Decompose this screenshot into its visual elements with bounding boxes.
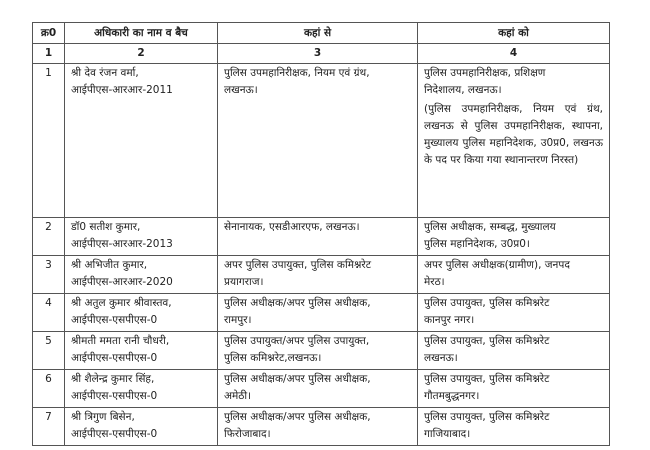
table-row	[33, 218, 610, 256]
column-number: 4	[418, 44, 610, 64]
from-location: लखनऊ।	[224, 84, 258, 96]
header-row	[33, 23, 610, 44]
column-number: 2	[65, 44, 218, 64]
to-location: मेरठ।	[424, 276, 445, 288]
column-number: 1	[33, 44, 65, 64]
officer-cell	[65, 332, 218, 370]
column-number-row	[33, 44, 610, 64]
from-cell	[218, 408, 418, 446]
officer-batch: आईपीएस-आरआर-2011	[71, 84, 173, 96]
from-post: पुलिस उपमहानिरीक्षक, नियम एवं ग्रंथ,	[224, 67, 370, 79]
officer-cell	[65, 218, 218, 256]
to-post: पुलिस उपायुक्त, पुलिस कमिश्नरेट	[424, 411, 550, 423]
officer-cell	[65, 370, 218, 408]
table-row	[33, 332, 610, 370]
header-to: कहां को	[418, 23, 610, 44]
from-location: रामपुर।	[224, 314, 252, 326]
to-post: पुलिस उपायुक्त, पुलिस कमिश्नरेट	[424, 373, 550, 385]
serial-number: 7	[33, 408, 65, 446]
header-from: कहां से	[218, 23, 418, 44]
to-cell	[418, 64, 610, 218]
to-cell	[418, 218, 610, 256]
to-location: निदेशालय, लखनऊ।	[424, 84, 502, 96]
to-post: पुलिस अधीक्षक, सम्बद्ध, मुख्यालय	[424, 221, 556, 233]
header-serial: क्र0	[33, 23, 65, 44]
to-cell	[418, 256, 610, 294]
to-cell	[418, 294, 610, 332]
column-number: 3	[218, 44, 418, 64]
from-location: पुलिस कमिश्नरेट,लखनऊ।	[224, 352, 322, 364]
from-cell	[218, 218, 418, 256]
from-post: अपर पुलिस उपायुक्त, पुलिस कमिश्नरेट	[224, 259, 371, 271]
header-officer-name-batch: अधिकारी का नाम व बैच	[65, 23, 218, 44]
serial-number: 2	[33, 218, 65, 256]
to-cell	[418, 370, 610, 408]
transfer-table	[32, 22, 610, 446]
serial-number: 4	[33, 294, 65, 332]
from-location: प्रयागराज।	[224, 276, 264, 288]
officer-name: डॉ0 सतीश कुमार,	[71, 221, 141, 233]
from-post: सेनानायक, एसडीआरएफ, लखनऊ।	[224, 221, 360, 233]
serial-number: 3	[33, 256, 65, 294]
to-post: पुलिस उपमहानिरीक्षक, प्रशिक्षण	[424, 67, 546, 79]
from-post: पुलिस उपायुक्त/अपर पुलिस उपायुक्त,	[224, 335, 370, 347]
to-location: पुलिस महानिदेशक, उ0प्र0।	[424, 238, 530, 250]
officer-cell	[65, 256, 218, 294]
from-post: पुलिस अधीक्षक/अपर पुलिस अधीक्षक,	[224, 411, 371, 423]
to-cell	[418, 408, 610, 446]
officer-name: श्रीमती ममता रानी चौधरी,	[71, 335, 170, 347]
to-location: गौतमबुद्धनगर।	[424, 390, 480, 402]
serial-number: 5	[33, 332, 65, 370]
officer-batch: आईपीएस-आरआर-2020	[71, 276, 173, 288]
to-location: कानपुर नगर।	[424, 314, 475, 326]
to-cell	[418, 332, 610, 370]
serial-number: 1	[33, 64, 65, 218]
table-row	[33, 408, 610, 446]
from-cell	[218, 64, 418, 218]
table-row	[33, 64, 610, 218]
from-cell	[218, 256, 418, 294]
officer-cell	[65, 294, 218, 332]
from-location: अमेठी।	[224, 390, 252, 402]
officer-batch: आईपीएस-एसपीएस-0	[71, 428, 158, 440]
officer-name: श्री अभिजीत कुमार,	[71, 259, 148, 271]
officer-batch: आईपीएस-एसपीएस-0	[71, 314, 158, 326]
from-cell	[218, 370, 418, 408]
officer-name: श्री अतुल कुमार श्रीवास्तव,	[71, 297, 172, 309]
table-row	[33, 370, 610, 408]
officer-name: श्री त्रिगुण बिसेन,	[71, 411, 135, 423]
from-post: पुलिस अधीक्षक/अपर पुलिस अधीक्षक,	[224, 297, 371, 309]
to-location: गाजियाबाद।	[424, 428, 471, 440]
from-cell	[218, 294, 418, 332]
officer-batch: आईपीएस-एसपीएस-0	[71, 352, 158, 364]
table-row	[33, 256, 610, 294]
from-location: फिरोजाबाद।	[224, 428, 271, 440]
officer-batch: आईपीएस-आरआर-2013	[71, 238, 173, 250]
officer-cell	[65, 64, 218, 218]
to-post: पुलिस उपायुक्त, पुलिस कमिश्नरेट	[424, 335, 550, 347]
table-row	[33, 294, 610, 332]
officer-name: श्री देव रंजन वर्मा,	[71, 67, 139, 79]
officer-name: श्री शैलेन्द्र कुमार सिंह,	[71, 373, 155, 385]
officer-cell	[65, 408, 218, 446]
serial-number: 6	[33, 370, 65, 408]
to-post: अपर पुलिस अधीक्षक(ग्रामीण), जनपद	[424, 259, 570, 271]
to-post: पुलिस उपायुक्त, पुलिस कमिश्नरेट	[424, 297, 550, 309]
cancellation-note: (पुलिस उपमहानिरीक्षक, नियम एवं ग्रंथ, लखनऊ से पुलिस उपमहानिरीक्षक, स्थापना, मुख्यालय पुलिस महानिदेशक, उ0प्र0, लखनऊ के पद पर किया गया स्थानान्तरण निरस्त)	[424, 103, 603, 166]
from-post: पुलिस अधीक्षक/अपर पुलिस अधीक्षक,	[224, 373, 371, 385]
from-cell	[218, 332, 418, 370]
to-location: लखनऊ।	[424, 352, 458, 364]
officer-batch: आईपीएस-एसपीएस-0	[71, 390, 158, 402]
